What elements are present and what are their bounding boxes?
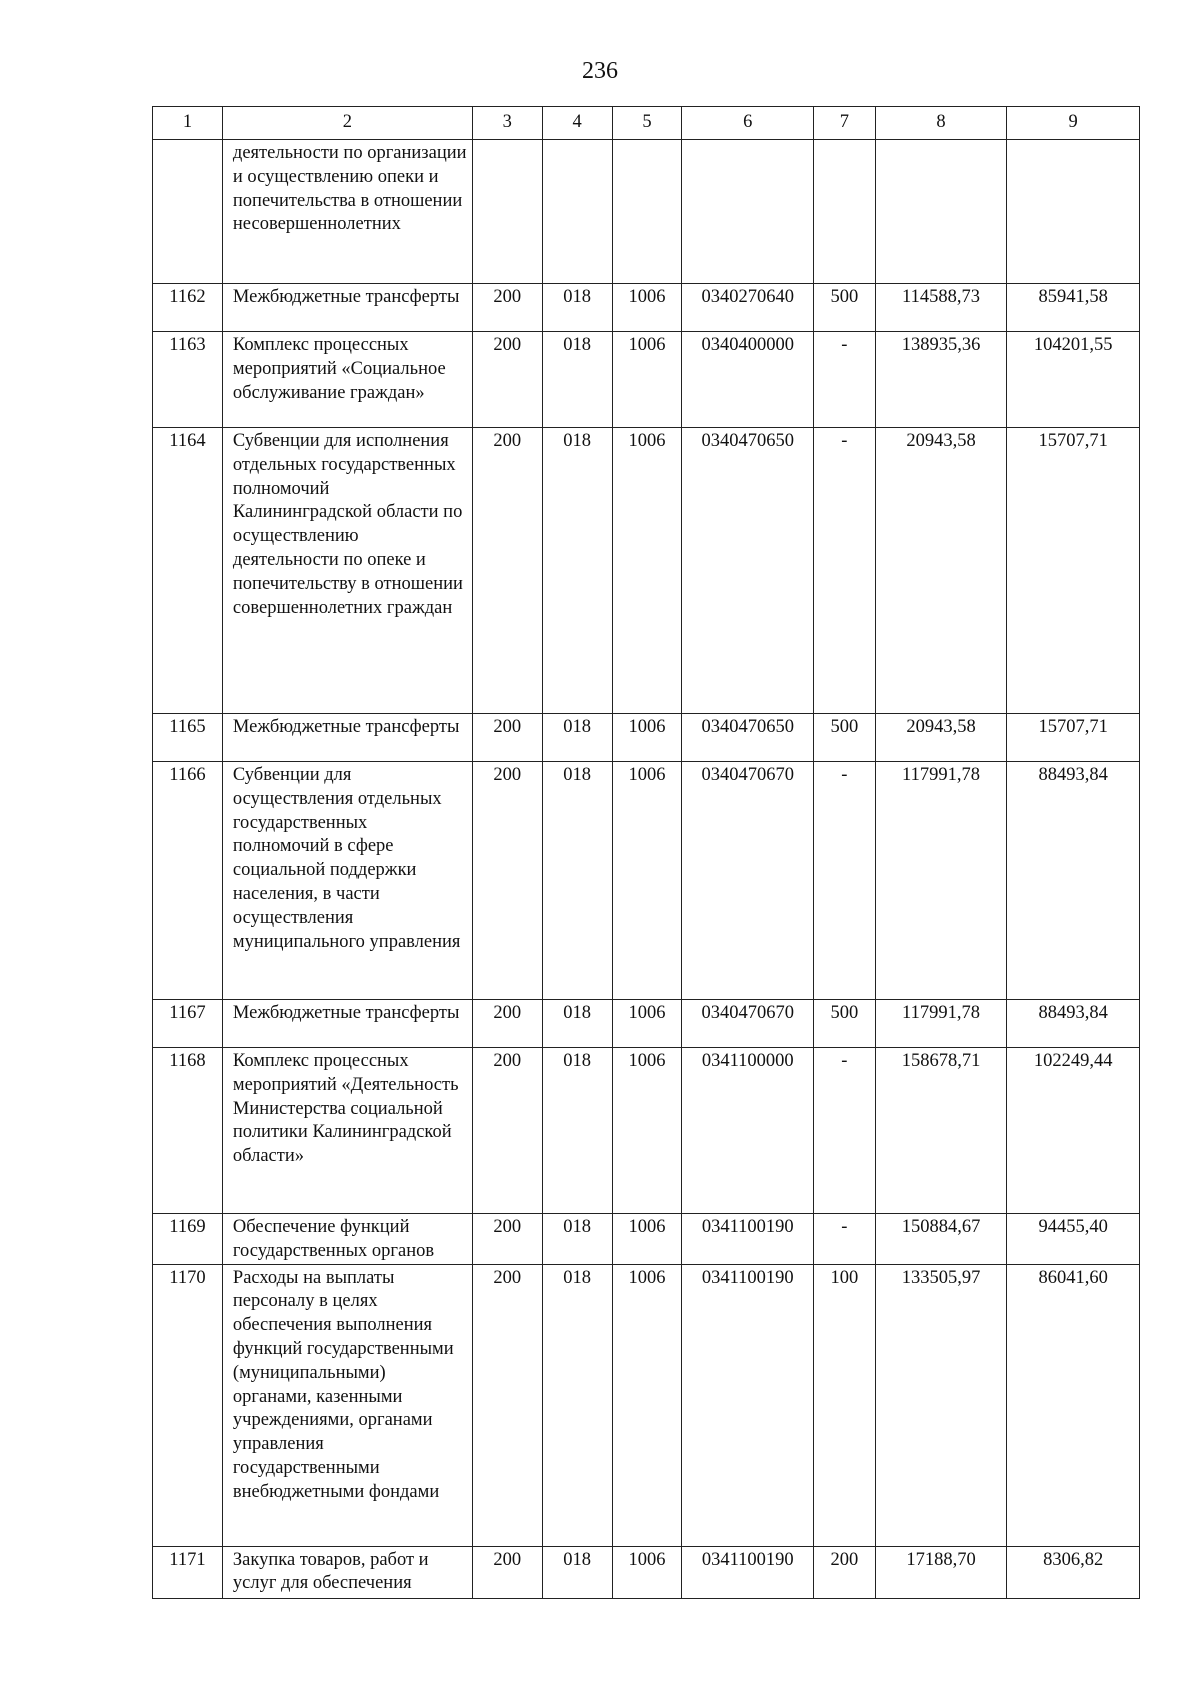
cell-col9: 94455,40 xyxy=(1007,1214,1140,1265)
cell-col7: - xyxy=(814,1214,876,1265)
column-header: 3 xyxy=(472,107,542,140)
cell-col7 xyxy=(814,140,876,284)
cell-col5: 1006 xyxy=(612,428,682,714)
cell-col3: 200 xyxy=(472,428,542,714)
cell-col8 xyxy=(875,140,1007,284)
cell-col6: 0340470650 xyxy=(682,714,814,762)
cell-col3: 200 xyxy=(472,1000,542,1048)
cell-col6: 0340470670 xyxy=(682,762,814,1000)
cell-col5: 1006 xyxy=(612,1048,682,1214)
cell-col8: 158678,71 xyxy=(875,1048,1007,1214)
cell-col5: 1006 xyxy=(612,762,682,1000)
row-number: 1167 xyxy=(153,1000,223,1048)
cell-col7: - xyxy=(814,1048,876,1214)
table-row xyxy=(153,762,1140,1000)
cell-col3: 200 xyxy=(472,1546,542,1598)
cell-col7: 500 xyxy=(814,1000,876,1048)
row-description: Межбюджетные трансферты xyxy=(222,284,472,332)
cell-col8: 138935,36 xyxy=(875,332,1007,428)
table-row xyxy=(153,1214,1140,1265)
table-row xyxy=(153,428,1140,714)
cell-col5: 1006 xyxy=(612,714,682,762)
cell-col5: 1006 xyxy=(612,284,682,332)
table-row xyxy=(153,140,1140,284)
cell-col9: 102249,44 xyxy=(1007,1048,1140,1214)
column-header: 2 xyxy=(222,107,472,140)
cell-col7: 500 xyxy=(814,714,876,762)
column-header: 6 xyxy=(682,107,814,140)
row-description: Субвенции для исполнения отдельных государственных полномочий Калининградской области по осуществлению деятельности по опеке и попечительству в отношении совершеннолетних граждан xyxy=(222,428,472,714)
cell-col4: 018 xyxy=(542,332,612,428)
cell-col6: 0341100190 xyxy=(682,1214,814,1265)
table-row xyxy=(153,1546,1140,1598)
cell-col3: 200 xyxy=(472,332,542,428)
row-number: 1162 xyxy=(153,284,223,332)
cell-col4: 018 xyxy=(542,1000,612,1048)
row-description: Субвенции для осуществления отдельных государственных полномочий в сфере социальной поддержки населения, в части осуществления муниципального управления xyxy=(222,762,472,1000)
cell-col3 xyxy=(472,140,542,284)
cell-col9: 104201,55 xyxy=(1007,332,1140,428)
cell-col5: 1006 xyxy=(612,1264,682,1546)
cell-col4: 018 xyxy=(542,714,612,762)
budget-table xyxy=(152,106,1140,1599)
cell-col5: 1006 xyxy=(612,1000,682,1048)
cell-col8: 117991,78 xyxy=(875,762,1007,1000)
row-number: 1165 xyxy=(153,714,223,762)
cell-col5: 1006 xyxy=(612,332,682,428)
cell-col4: 018 xyxy=(542,1214,612,1265)
cell-col6: 0341100000 xyxy=(682,1048,814,1214)
column-header: 5 xyxy=(612,107,682,140)
cell-col5: 1006 xyxy=(612,1214,682,1265)
cell-col4: 018 xyxy=(542,1546,612,1598)
cell-col3: 200 xyxy=(472,762,542,1000)
cell-col4: 018 xyxy=(542,1264,612,1546)
cell-col9: 88493,84 xyxy=(1007,1000,1140,1048)
table-header-row xyxy=(153,107,1140,140)
row-number: 1163 xyxy=(153,332,223,428)
cell-col7: 500 xyxy=(814,284,876,332)
row-description: Комплекс процессных мероприятий «Деятельность Министерства социальной политики Калининградской области» xyxy=(222,1048,472,1214)
cell-col4 xyxy=(542,140,612,284)
cell-col6: 0340270640 xyxy=(682,284,814,332)
table-row xyxy=(153,1264,1140,1546)
table-row xyxy=(153,284,1140,332)
cell-col9: 15707,71 xyxy=(1007,428,1140,714)
row-number: 1169 xyxy=(153,1214,223,1265)
row-description: Закупка товаров, работ и услуг для обеспечения xyxy=(222,1546,472,1598)
row-description: Расходы на выплаты персоналу в целях обеспечения выполнения функций государственными (муниципальными) органами, казенными учреждениями, органами управления государственными внебюджетными фондами xyxy=(222,1264,472,1546)
cell-col9: 15707,71 xyxy=(1007,714,1140,762)
cell-col7: - xyxy=(814,332,876,428)
cell-col8: 114588,73 xyxy=(875,284,1007,332)
cell-col6 xyxy=(682,140,814,284)
cell-col9: 8306,82 xyxy=(1007,1546,1140,1598)
row-number: 1164 xyxy=(153,428,223,714)
row-description: деятельности по организации и осуществлению опеки и попечительства в отношении несовершеннолетних xyxy=(222,140,472,284)
cell-col7: - xyxy=(814,762,876,1000)
row-number xyxy=(153,140,223,284)
cell-col4: 018 xyxy=(542,284,612,332)
table-row xyxy=(153,1000,1140,1048)
cell-col8: 150884,67 xyxy=(875,1214,1007,1265)
column-header: 7 xyxy=(814,107,876,140)
cell-col8: 20943,58 xyxy=(875,428,1007,714)
cell-col3: 200 xyxy=(472,1048,542,1214)
cell-col4: 018 xyxy=(542,762,612,1000)
cell-col5: 1006 xyxy=(612,1546,682,1598)
column-header: 1 xyxy=(153,107,223,140)
cell-col7: 100 xyxy=(814,1264,876,1546)
row-description: Обеспечение функций государственных органов xyxy=(222,1214,472,1265)
column-header: 9 xyxy=(1007,107,1140,140)
row-number: 1171 xyxy=(153,1546,223,1598)
cell-col6: 0341100190 xyxy=(682,1546,814,1598)
cell-col7: 200 xyxy=(814,1546,876,1598)
cell-col8: 17188,70 xyxy=(875,1546,1007,1598)
cell-col8: 133505,97 xyxy=(875,1264,1007,1546)
column-header: 8 xyxy=(875,107,1007,140)
cell-col7: - xyxy=(814,428,876,714)
page-number: 236 xyxy=(582,58,618,84)
cell-col3: 200 xyxy=(472,1214,542,1265)
row-description: Межбюджетные трансферты xyxy=(222,714,472,762)
row-description: Комплекс процессных мероприятий «Социальное обслуживание граждан» xyxy=(222,332,472,428)
cell-col3: 200 xyxy=(472,284,542,332)
cell-col4: 018 xyxy=(542,1048,612,1214)
cell-col6: 0340470650 xyxy=(682,428,814,714)
row-number: 1166 xyxy=(153,762,223,1000)
cell-col4: 018 xyxy=(542,428,612,714)
cell-col9: 85941,58 xyxy=(1007,284,1140,332)
cell-col9 xyxy=(1007,140,1140,284)
cell-col6: 0340470670 xyxy=(682,1000,814,1048)
row-number: 1168 xyxy=(153,1048,223,1214)
row-number: 1170 xyxy=(153,1264,223,1546)
cell-col3: 200 xyxy=(472,714,542,762)
cell-col9: 88493,84 xyxy=(1007,762,1140,1000)
row-description: Межбюджетные трансферты xyxy=(222,1000,472,1048)
cell-col9: 86041,60 xyxy=(1007,1264,1140,1546)
table-row xyxy=(153,714,1140,762)
table-row xyxy=(153,332,1140,428)
column-header: 4 xyxy=(542,107,612,140)
table-row xyxy=(153,1048,1140,1214)
cell-col6: 0341100190 xyxy=(682,1264,814,1546)
cell-col5 xyxy=(612,140,682,284)
cell-col8: 117991,78 xyxy=(875,1000,1007,1048)
cell-col3: 200 xyxy=(472,1264,542,1546)
cell-col8: 20943,58 xyxy=(875,714,1007,762)
cell-col6: 0340400000 xyxy=(682,332,814,428)
